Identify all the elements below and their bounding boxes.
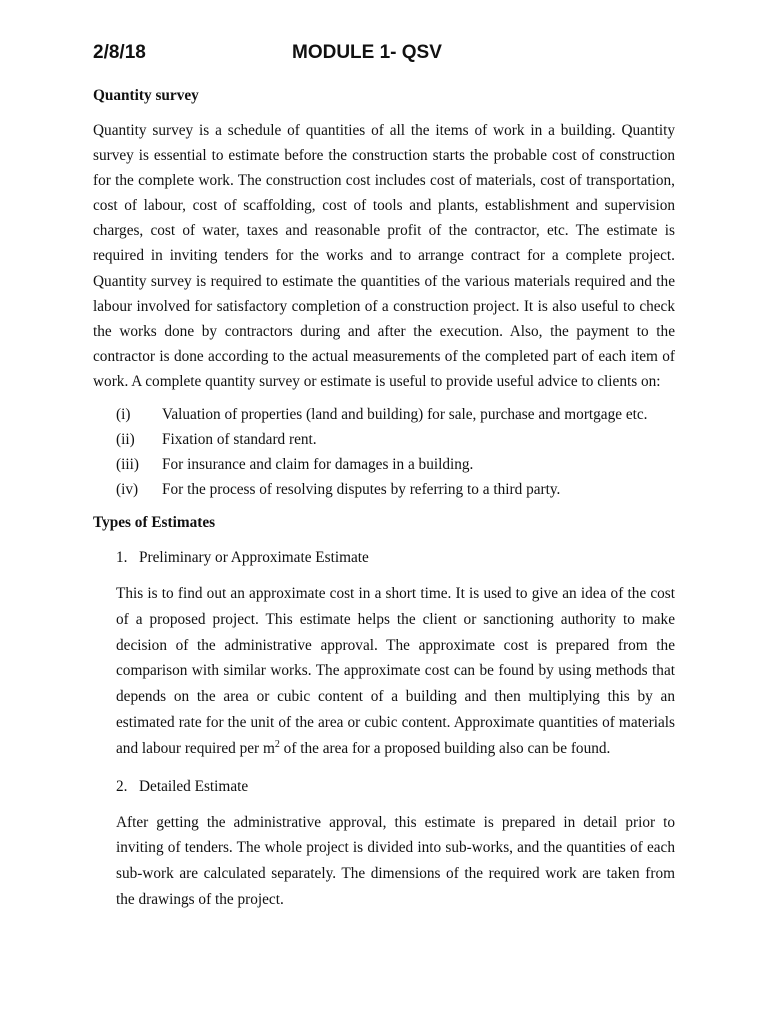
section-title-types-of-estimates: Types of Estimates [93, 514, 216, 532]
list-item [93, 452, 675, 477]
subsection-title-text: Preliminary or Approximate Estimate [139, 549, 369, 567]
detailed-paragraph: After getting the administrative approval, this estimate is prepared in detail prior to inviting of tenders. The whole project is divided into sub-works, and the quantities of each sub-work are calculated separately. The dimensions of the required work are taken from the drawings of the project. [116, 813, 675, 908]
list-item-number: (iv) [116, 481, 139, 499]
list-item-text: Fixation of standard rent. [162, 431, 317, 449]
subsection-number: 1. [116, 549, 128, 567]
preliminary-paragraph-tail: of the area for a proposed building also can be found. [279, 739, 611, 757]
list-item-number: (ii) [116, 431, 135, 449]
superscript-2: 2 [274, 738, 280, 750]
section-title-quantity-survey: Quantity survey [93, 87, 199, 104]
subsection-number: 2. [116, 777, 128, 795]
subsection-title-preliminary [116, 547, 675, 569]
advice-list [93, 402, 675, 502]
intro-paragraph: Quantity survey is a schedule of quantities of all the items of work in a building. Quantity survey is essential to estimate before the construction starts the probable cost of construction for the complete work. The construction cost includes cost of materials, cost of transportation, cost of labour, cost of scaffolding, cost of tools and plants, establishment and supervision charges, cost of water, taxes and reasonable profit of the contractor, etc. The estimate is required in inviting tenders for the works and to arrange contract for a complete project. Quantity survey is required to estimate the quantities of the various materials required and the labour involved for satisfactory completion of a construction project. It is also useful to check the works done by contractors during and after the execution. Also, the payment to the contractor is done according to the actual measurements of the completed part of each item of work. A complete quantity survey or estimate is useful to provide useful advice to clients on: [93, 122, 675, 390]
list-item-number: (iii) [116, 456, 139, 474]
list-item-number: (i) [116, 406, 131, 424]
preliminary-paragraph-main: This is to find out an approximate cost in a short time. It is used to give an idea of the cost of a proposed project. This estimate helps the client or sanctioning authority to make decision of the administrative approval. The approximate cost is prepared from the comparison with similar works. The approximate cost can be found by using methods that depends on the area or cubic content of a building and then multiplying this by an estimated rate for the unit of the area or cubic content. Approximate quantities of materials and labour required per m [116, 585, 675, 757]
page-header [93, 42, 693, 72]
list-item-text: Valuation of properties (land and building) for sale, purchase and mortgage etc. [162, 406, 648, 424]
header-module-title: MODULE 1- QSV [292, 42, 442, 63]
preliminary-paragraph [116, 581, 675, 762]
list-item [93, 427, 675, 452]
subsection-title-detailed [116, 776, 675, 798]
subsection-title-text: Detailed Estimate [139, 777, 249, 795]
list-item-text: For the process of resolving disputes by referring to a third party. [162, 481, 561, 499]
list-item-text: For insurance and claim for damages in a building. [162, 456, 474, 474]
document-body [93, 86, 675, 913]
list-item [93, 477, 675, 502]
list-item [93, 402, 675, 427]
header-date: 2/8/18 [93, 42, 146, 63]
